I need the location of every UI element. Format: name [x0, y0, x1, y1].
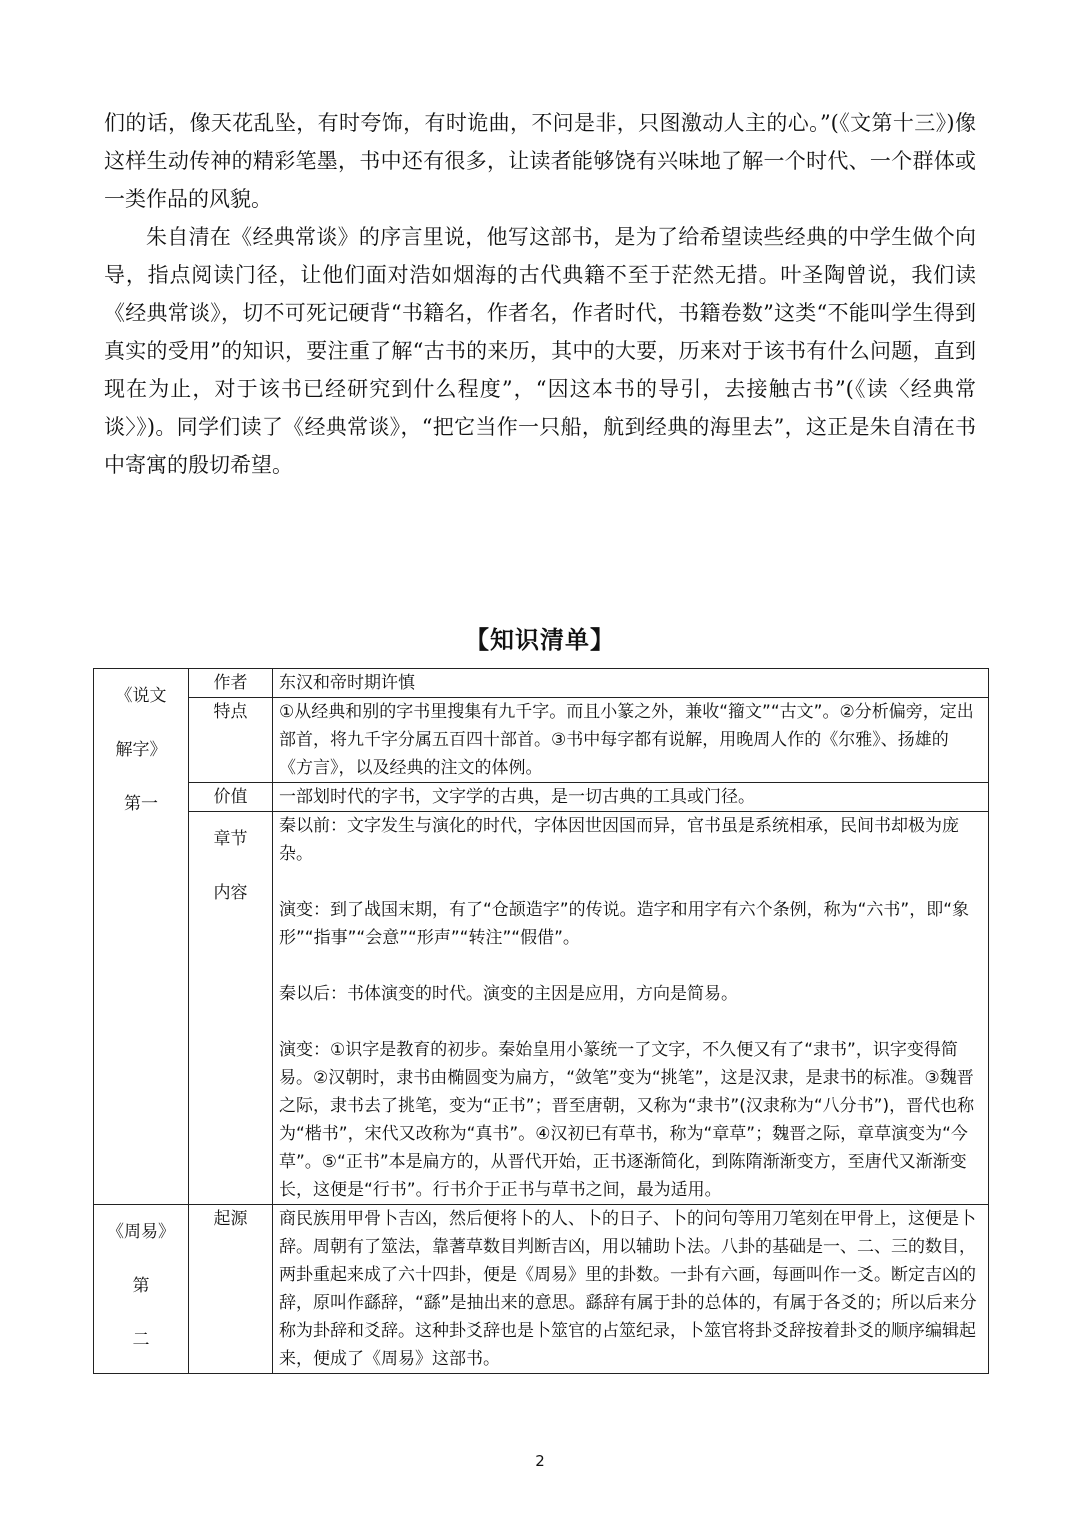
label-author: 作者: [189, 669, 273, 698]
chapter-paragraph: 秦以前：文字发生与演化的时代，字体因世因国而异，官书虽是系统相承，民间书却极为庞杂。: [279, 816, 959, 864]
content-features: ①从经典和别的字书里搜集有九千字。而且小篆之外，兼收“籀文”“古文”。②分析偏旁，定出部首，将九千字分属五百四十部首。③书中每字都有说解，用晚周人作的《尔雅》、扬雄的《方言》，以及经典的注文的体例。: [273, 698, 989, 783]
chapter-paragraph: 演变：到了战国末期，有了“仓颉造字”的传说。造字和用字有六个条例，称为“六书”，即“象形”“指事”“会意”“形声”“转注”“假借”。: [279, 900, 970, 948]
table-row: [94, 1205, 989, 1374]
table-row: [94, 783, 989, 812]
label-line: 内容: [213, 883, 248, 903]
book-line: 二: [132, 1330, 150, 1350]
intro-paragraph: 朱自清在《经典常谈》的序言里说，他写这部书，是为了给希望读些经典的中学生做个向导，指点阅读门径，让他们面对浩如烟海的古代典籍不至于茫然无措。叶圣陶曾说，我们读《经典常谈》，切不可死记硬背“书籍名，作者名，作者时代，书籍卷数”这类“不能叫学生得到真实的受用”的知识，要注重了解“古书的来历，其中的大要，历来对于该书有什么问题，直到现在为止，对于该书已经研究到什么程度”，“因这本书的导引，去接触古书”(《读〈经典常谈〉》)。同学们读了《经典常谈》，“把它当作一只船，航到经典的海里去”，这正是朱自清在书中寄寓的殷切希望。: [104, 225, 976, 477]
intro-paragraph: 们的话，像天花乱坠，有时夸饰，有时诡曲，不问是非，只图激动人主的心。”(《文第十三》)像这样生动传神的精彩笔墨，书中还有很多，让读者能够饶有兴味地了解一个时代、一个群体或一类作品的风貌。: [104, 111, 976, 211]
label-origin: 起源: [189, 1205, 273, 1374]
content-author: 东汉和帝时期许慎: [273, 669, 989, 698]
chapter-paragraph: 秦以后：书体演变的时代。演变的主因是应用，方向是简易。: [279, 984, 738, 1004]
intro-text: [104, 104, 976, 484]
content-origin: 商民族用甲骨卜吉凶，然后便将卜的人、卜的日子、卜的问句等用刀笔刻在甲骨上，这便是卜辞。周朝有了筮法，靠蓍草数目判断吉凶，用以辅助卜法。八卦的基础是一、二、三的数目，两卦重起来成了六十四卦，便是《周易》里的卦数。一卦有六画，每画叫作一爻。断定吉凶的辞，原叫作繇辞，“繇”是抽出来的意思。繇辞有属于卦的总体的，有属于各爻的；所以后来分称为卦辞和爻辞。这种卦爻辞也是卜筮官的占筮纪录，卜筮官将卦爻辞按着卦爻的顺序编辑起来，便成了《周易》这部书。: [273, 1205, 989, 1374]
label-chapter: [189, 812, 273, 1205]
content-chapter: [273, 812, 989, 1205]
book-line: 解字》: [115, 740, 167, 760]
book-line: 第一: [124, 794, 158, 814]
book-line: 第: [132, 1276, 150, 1296]
book-line: 《周易》: [107, 1222, 175, 1242]
table-row: [94, 698, 989, 783]
section-title: 【知识清单】: [465, 626, 615, 654]
content-value: 一部划时代的字书，文字学的古典，是一切古典的工具或门径。: [273, 783, 989, 812]
book-line: 《说文: [115, 686, 167, 706]
label-features: 特点: [189, 698, 273, 783]
table-row: [94, 669, 989, 698]
label-line: 章节: [213, 829, 248, 849]
table-row: [94, 812, 989, 1205]
book-cell-shuowen: [94, 669, 189, 1205]
book-cell-zhouyi: [94, 1205, 189, 1374]
knowledge-table: [93, 668, 989, 1374]
chapter-paragraph: 演变：①识字是教育的初步。秦始皇用小篆统一了文字，不久便又有了“隶书”，识字变得简易。②汉朝时，隶书由椭圆变为扁方，“敛笔”变为“挑笔”，这是汉隶，是隶书的标准。③魏晋之际，隶书去了挑笔，变为“正书”；晋至唐朝，又称为“隶书”(汉隶称为“八分书”)，晋代也称为“楷书”，宋代又改称为“真书”。④汉初已有草书，称为“章草”；魏晋之际，章草演变为“今草”。⑤“正书”本是扁方的，从晋代开始，正书逐渐简化，到陈隋渐渐变方，至唐代又渐渐变长，这便是“行书”。行书介于正书与草书之间，最为适用。: [279, 1040, 975, 1200]
label-value: 价值: [189, 783, 273, 812]
page-number: 2: [535, 1452, 545, 1470]
